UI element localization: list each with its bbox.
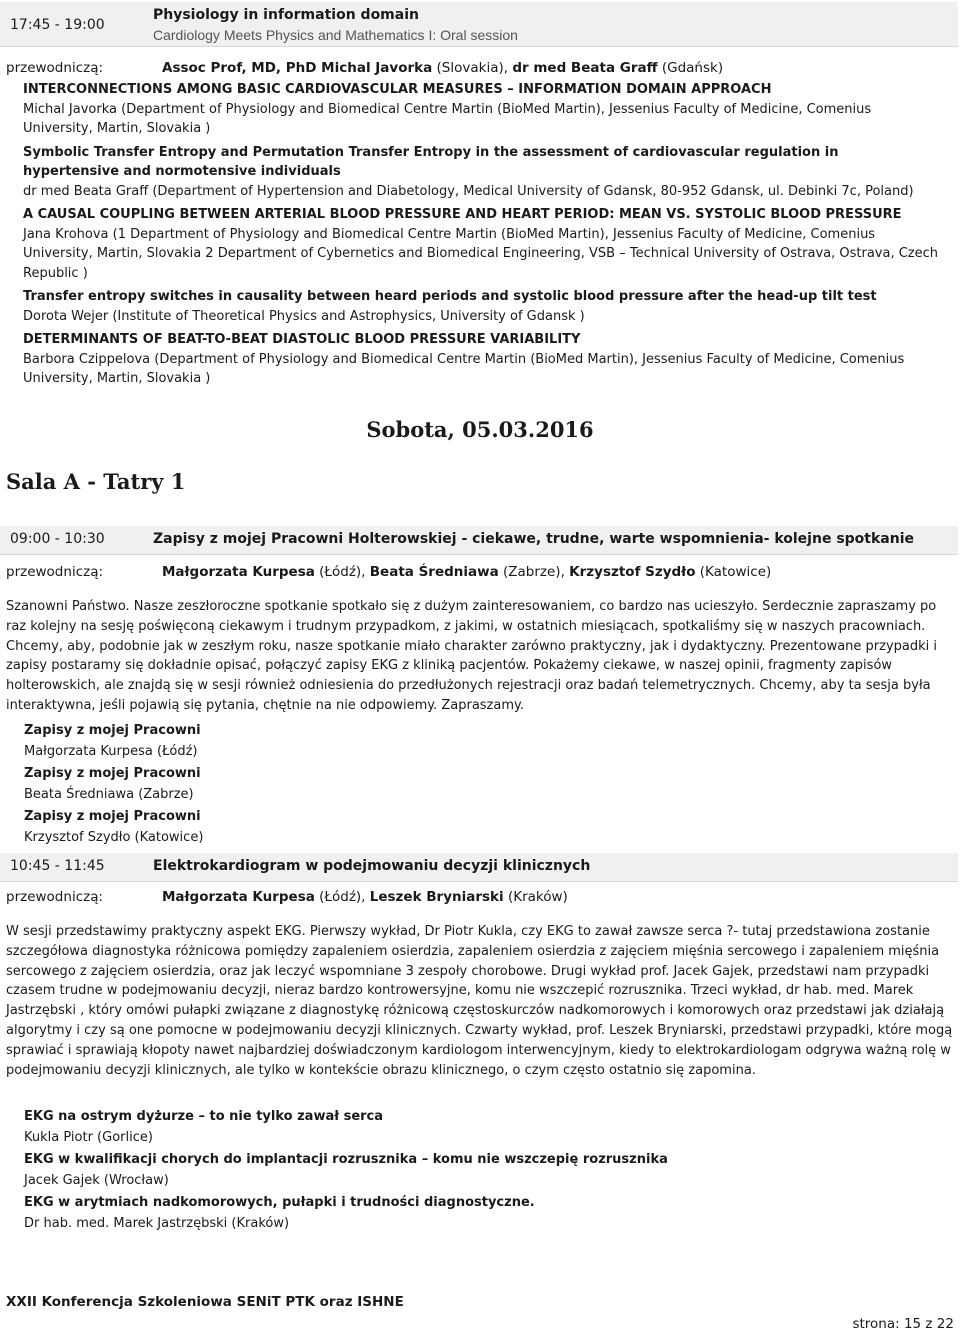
talk-title: Transfer entropy switches in causality between heard periods and systolic blood pressure after the head-up tilt test [23,289,877,304]
chairs-label: przewodniczą: [6,564,104,580]
session-description: W sesji przedstawimy praktyczny aspekt EKG. Pierwszy wykład, Dr Piotr Kukla, czy EKG to zawał zawsze serca ?- tutaj przedstawiona zostanie szczegółowa diagnostyka różnicowa pomiędzy zapaleniem osierdzia, zapaleniem osierdzia z zajęciem mięśnia sercowego i zapaleniem mięśnia sercowego z zajęciem osierdzia, oraz jak leczyć wspomniane 3 zespoły chorobowe. Drugi wykład prof. Jacek Gajek, przedstawi nam przypadki czasem trudne w podejmowaniu decyzji, nieraz bardzo kontrowersyjne, komu nie wszczepić rozrusznika. Trzeci wykład, dr hab. med. Marek Jastrzębski , który omówi pułapki związane z diagnostykę różnicową częstoskurczów nadkomorowych i komorowych oraz przedstawi jak działają algorytmy i czy są one pomocne w podejmowaniu decyzji klinicznych. Czwarty wykład, prof. Leszek Bryniarski, przedstawi przypadki, które mogą sprawiać i sprawiają kłopoty nawet najbardziej doświadczonym kardiologom interwencyjnym, kiedy to elektrokardiologam odgrywa ważną rolę w podejmowaniu decyzji klinicznych, ale tylko w kontekście obrazu klinicznego, o czym często ostatnio się zapomina. [6,924,953,1078]
footer-conference: XXII Konferencja Szkoleniowa SENiT PTK oraz ISHNE [6,1294,404,1310]
chair-place: (Katowice) [695,564,772,580]
talk-title: Zapisy z mojej Pracowni [24,766,201,781]
talk-authors: Małgorzata Kurpesa (Łódź) [24,744,198,759]
talk-authors: Kukla Piotr (Gorlice) [24,1130,153,1145]
chair-place: (Slovakia), [432,60,513,76]
chair-name: Assoc Prof, MD, PhD Michal Javorka [162,60,433,76]
talk-authors: Dorota Wejer (Institute of Theoretical Physics and Astrophysics, University of Gdansk ) [23,308,585,324]
chair-name: Beata Średniawa [369,564,499,580]
chairs-row [6,60,723,76]
talk-title: DETERMINANTS OF BEAT-TO-BEAT DIASTOLIC BLOOD PRESSURE VARIABILITY [23,332,581,347]
session-title: Physiology in information domain [153,7,419,23]
day-title: Sobota, 05.03.2016 [366,417,594,442]
talk-authors: Dr hab. med. Marek Jastrzębski (Kraków) [24,1216,290,1231]
chair-name: dr med Beata Graff [512,60,658,76]
talk-title: INTERCONNECTIONS AMONG BASIC CARDIOVASCULAR MEASURES – INFORMATION DOMAIN APPROACH [23,82,772,97]
session-header [0,526,958,555]
talk-list [23,80,938,393]
room-title: Sala A - Tatry 1 [6,469,186,494]
chair-place: (Łódź), [314,889,370,905]
talk-authors: Jana Krohova (1 Department of Physiology and Biomedical Centre Martin (BioMed Martin), Jessenius Faculty of Medicine, Comenius University, Martin, Slovakia 2 Department of Cybernetics and Biomedical Engineering, VSB – Technical University of Ostrava, Ostrava, Czech Republic ) [23,226,939,281]
session-description: Szanowni Państwo. Nasze zeszłoroczne spotkanie spotkało się z dużym zainteresowaniem, co bardzo nas ucieszyło. Serdecznie zapraszamy po raz kolejny na sesję poświęconą ciekawym i trudnym przypadkom, z jakimi, w ostatnich miesiącach, spotkaliśmy się w naszych pracowniach. Chcemy, aby, podobnie jak w zeszłym roku, nasze spotkanie miało charakter zarówno praktyczny, jak i dydaktyczny. Prezentowane przypadki i zapisy postaramy się dokładnie opisać, połączyć zapisy EKG z kliniką pacjentów. Pokażemy ciekawe, w naszej opinii, fragmenty zapisów holterowskich, ale znajdą się w sesji również odniesienia do przedłużonych rejestracji oraz badań telemetrycznych. Chcemy, aby ta sesja była interaktywna, jeśli pojawią się pytania, chętnie na nie odpowiemy. Zapraszamy. [6,599,938,713]
session-header [0,2,958,47]
talk-authors: Beata Średniawa (Zabrze) [24,787,194,802]
talk-authors: Jacek Gajek (Wrocław) [24,1173,169,1188]
talk-title: Zapisy z mojej Pracowni [24,809,201,824]
talk-title: EKG na ostrym dyżurze – to nie tylko zawał serca [24,1109,384,1124]
page-number: strona: 15 z 22 [852,1316,954,1332]
chair-name: Małgorzata Kurpesa [162,564,315,580]
talk-authors: dr med Beata Graff (Department of Hypertension and Diabetology, Medical University of Gdansk, 80-952 Gdansk, ul. Debinki 7c, Poland) [23,183,914,199]
session-time: 09:00 - 10:30 [10,531,105,547]
talk-title: A CAUSAL COUPLING BETWEEN ARTERIAL BLOOD PRESSURE AND HEART PERIOD: MEAN VS. SYSTOLIC BLOOD PRESSURE [23,207,902,222]
talk-title: Symbolic Transfer Entropy and Permutation Transfer Entropy in the assessment of cardiovascular regulation in hypertensive and normotensive individuals [23,144,839,179]
chair-place: (Zabrze), [498,564,570,580]
session-time: 17:45 - 19:00 [10,17,105,33]
chairs-label: przewodniczą: [6,60,104,76]
session-title: Elektrokardiogram w podejmowaniu decyzji klinicznych [153,858,591,874]
chair-name: Krzysztof Szydło [569,564,696,580]
chairs-row [6,564,771,580]
talk-list [24,719,924,848]
chairs-label: przewodniczą: [6,889,104,905]
talk-authors: Barbora Czippelova (Department of Physiology and Biomedical Centre Martin (BioMed Martin), Jessenius Faculty of Medicine, Comenius University, Martin, Slovakia ) [23,351,905,386]
talk-authors: Krzysztof Szydło (Katowice) [24,830,204,845]
talk-list [24,1105,924,1234]
chair-name: Małgorzata Kurpesa [162,889,315,905]
chair-place: (Łódź), [314,564,370,580]
session-header [0,853,958,882]
chair-place: (Gdańsk) [657,60,724,76]
session-title: Zapisy z mojej Pracowni Holterowskiej - ciekawe, trudne, warte wspomnienia- kolejne spotkanie [153,531,914,547]
talk-authors: Michal Javorka (Department of Physiology and Biomedical Centre Martin (BioMed Martin), Jessenius Faculty of Medicine, Comenius University, Martin, Slovakia ) [23,101,872,136]
chairs-row [6,889,568,905]
chair-place: (Kraków) [503,889,568,905]
session-subtitle: Cardiology Meets Physics and Mathematics I: Oral session [153,27,518,43]
chair-name: Leszek Bryniarski [369,889,504,905]
session-time: 10:45 - 11:45 [10,858,105,874]
talk-title: EKG w arytmiach nadkomorowych, pułapki i trudności diagnostyczne. [24,1195,535,1210]
talk-title: Zapisy z mojej Pracowni [24,723,201,738]
talk-title: EKG w kwalifikacji chorych do implantacji rozrusznika – komu nie wszczepię rozrusznika [24,1152,668,1167]
